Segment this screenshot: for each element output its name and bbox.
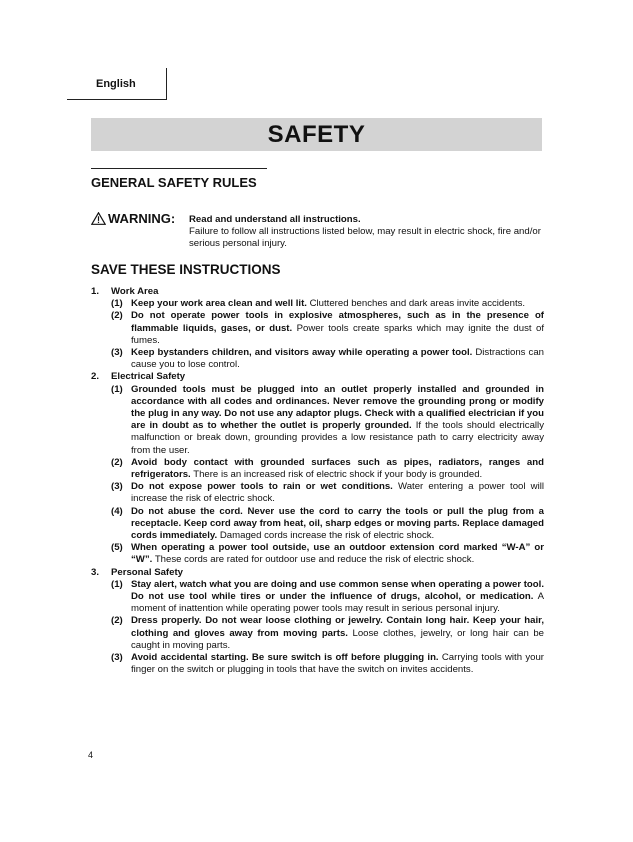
rule-item-bold-text: Grounded tools must be plugged into an outlet properly installed and grounded in accordance with all codes and ordinances. Never remove the grounding prong or modify the plug in any way. Do not use any adaptor plugs. Check with a qualified electrician if you are in doubt as to whether the outlet is properly grounded. [131,383,544,432]
rule-item-bold-text: Do not abuse the cord. Never use the cord to carry the tools or pull the plug from a receptacle. Keep cord away from heat, oil, sharp edges or moving parts. Replace damaged cords immediately. [131,505,544,542]
page-number: 4 [88,750,94,760]
rule-section-title [91,286,544,298]
rule-item [91,457,544,481]
warning-lead: Read and understand all instructions. [189,214,361,225]
rule-section-title-text: Work Area [111,286,159,297]
safety-rules-list [91,286,544,677]
rule-item-number: (3) [111,652,123,664]
rule-item [91,542,544,566]
rule-item [91,384,544,457]
rule-item-number: (1) [111,298,123,310]
rule-item [91,579,544,616]
language-label: English [96,78,136,90]
rule-section-title-text: Electrical Safety [111,371,186,383]
rule-item-text: Loose clothes, jewelry, or long hair can be caught in moving parts. [131,627,544,651]
rule-item [91,347,544,371]
rule-section [91,371,544,566]
rule-section-number: 1. [91,286,100,297]
rule-item-bold-text: When operating a power tool outside, use an outdoor extension cord marked “W-A” or “W”. [131,542,544,566]
rule-item-number: (3) [111,347,123,359]
section-heading: GENERAL SAFETY RULES [91,168,267,190]
warning-body: Failure to follow all instructions listed below, may result in electric shock, fire and/or serious personal injury. [189,226,541,250]
rule-item-text: Damaged cords increase the risk of electric shock. [217,530,435,542]
rule-item [91,506,544,543]
warning-label-text: WARNING: [108,211,176,226]
rule-item-text: Distractions can cause you to lose control. [131,347,544,371]
rule-section [91,567,544,677]
rule-item-bold-text: Keep your work area clean and well lit. [131,298,307,310]
rule-section-title [91,567,544,579]
rule-item-number: (1) [111,383,123,395]
rule-item-bold-text: Stay alert, watch what you are doing and use common sense when operating a power tool. Do not use tool while tires or under the influence of drugs, alcohol, or medication. [131,578,544,603]
rule-item-number: (3) [111,481,123,493]
rule-item-bold-text: Dress properly. Do not wear loose clothing or jewelry. Contain long hair. Keep your hair, clothing and gloves away from moving parts. [131,615,544,639]
warning-triangle-icon [91,212,106,225]
rule-item [91,310,544,347]
rule-item-number: (2) [111,456,123,468]
rule-item-text: If the tools should electrically malfunction or break down, grounding provides a low resistance path to carry electricity away from the user. [131,420,544,456]
rule-item-text: Water entering a power tool will increase the risk of electric shock. [131,481,544,505]
rule-item-bold-text: Keep bystanders children, and visitors away while operating a power tool. [131,347,473,359]
rule-item [91,481,544,505]
rule-item-bold-text: Do not operate power tools in explosive atmospheres, such as in the presence of flammable liquids, gases, or dust. [131,310,544,334]
rule-item [91,615,544,652]
rule-item-number: (4) [111,505,123,517]
warning-label [91,211,175,226]
save-instructions-heading: SAVE THESE INSTRUCTIONS [91,262,281,277]
language-tab [67,68,167,100]
rule-item-number: (5) [111,542,123,554]
rule-item-number: (2) [111,310,123,322]
warning-text [189,214,549,251]
rule-item-bold-text: Avoid body contact with grounded surfaces such as pipes, radiators, ranges and refrigerators. [131,456,544,481]
rule-item-number: (1) [111,578,123,590]
rule-section-number: 2. [91,371,100,383]
rule-item-text: There is an increased risk of electric shock if your body is grounded. [190,469,483,481]
rule-item-bold-text: Avoid accidental starting. Be sure switch is off before plugging in. [131,652,439,664]
rule-item-number: (2) [111,615,123,627]
rule-section-number: 3. [91,566,100,578]
rule-item-text: Power tools create sparks which may ignite the dust of fumes. [131,322,544,346]
rule-section-title-text: Personal Safety [111,566,183,578]
rule-item-text: These cords are rated for outdoor use and reduce the risk of electric shock. [152,554,475,566]
rule-item [91,298,544,310]
rule-item [91,652,544,676]
rule-section-title [91,371,544,383]
rule-item-bold-text: Do not expose power tools to rain or wet conditions. [131,481,393,493]
rule-item-text: Cluttered benches and dark areas invite accidents. [306,298,526,310]
rule-item-text: A moment of inattention while operating power tools may result in serious personal injury. [131,591,544,615]
rule-section [91,286,544,371]
page-title: SAFETY [91,118,542,151]
rule-item-text: Carrying tools with your finger on the switch or plugging in tools that have the switch on invites accidents. [131,652,544,676]
